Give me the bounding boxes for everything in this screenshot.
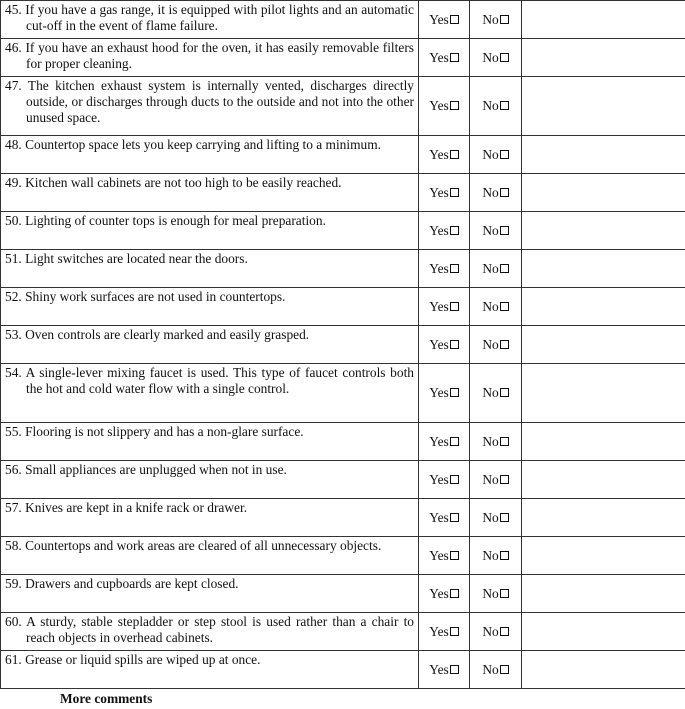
- no-label: No: [482, 585, 499, 601]
- yes-label: Yes: [429, 661, 449, 677]
- checklist-row: [1, 423, 685, 461]
- checklist-row: [1, 651, 685, 689]
- yes-checkbox-icon[interactable]: [450, 665, 459, 674]
- yes-label: Yes: [429, 260, 449, 276]
- yes-option[interactable]: [419, 499, 470, 537]
- comment-cell[interactable]: [522, 1, 685, 39]
- yes-option[interactable]: [419, 326, 470, 364]
- checklist-row: [1, 461, 685, 499]
- no-label: No: [482, 298, 499, 314]
- comment-cell[interactable]: [522, 423, 685, 461]
- checklist-row: [1, 575, 685, 613]
- no-option[interactable]: [470, 364, 522, 423]
- yes-label: Yes: [429, 98, 449, 114]
- comment-cell[interactable]: [522, 461, 685, 499]
- yes-checkbox-icon[interactable]: [450, 513, 459, 522]
- no-checkbox-icon[interactable]: [500, 627, 509, 636]
- comment-cell[interactable]: [522, 250, 685, 288]
- yes-option[interactable]: [419, 613, 470, 651]
- no-checkbox-icon[interactable]: [500, 388, 509, 397]
- no-option[interactable]: [470, 423, 522, 461]
- question-text: 58. Countertops and work areas are cleared of all unnecessary objects.: [5, 538, 382, 553]
- yes-option[interactable]: [419, 39, 470, 77]
- question-cell: [1, 39, 419, 77]
- no-option[interactable]: [470, 39, 522, 77]
- question-text: 56. Small appliances are unplugged when not in use.: [5, 462, 287, 477]
- no-checkbox-icon[interactable]: [500, 513, 509, 522]
- yes-checkbox-icon[interactable]: [450, 101, 459, 110]
- no-label: No: [482, 184, 499, 200]
- yes-checkbox-icon[interactable]: [450, 150, 459, 159]
- question-cell: [1, 136, 419, 174]
- no-option[interactable]: [470, 288, 522, 326]
- yes-label: Yes: [429, 547, 449, 563]
- no-label: No: [482, 385, 499, 401]
- no-label: No: [482, 98, 499, 114]
- yes-checkbox-icon[interactable]: [450, 53, 459, 62]
- no-label: No: [482, 471, 499, 487]
- question-cell: [1, 613, 419, 651]
- no-option[interactable]: [470, 461, 522, 499]
- no-checkbox-icon[interactable]: [500, 150, 509, 159]
- yes-checkbox-icon[interactable]: [450, 437, 459, 446]
- comment-cell[interactable]: [522, 364, 685, 423]
- no-label: No: [482, 547, 499, 563]
- question-cell: [1, 77, 419, 136]
- comment-cell[interactable]: [522, 575, 685, 613]
- yes-checkbox-icon[interactable]: [450, 226, 459, 235]
- yes-label: Yes: [429, 11, 449, 27]
- no-checkbox-icon[interactable]: [500, 188, 509, 197]
- question-text: 47. The kitchen exhaust system is internally vented, discharges directly outside, or discharges through ducts to the outside and not into the other unused space.: [5, 78, 414, 125]
- question-cell: [1, 364, 419, 423]
- yes-option[interactable]: [419, 461, 470, 499]
- no-option[interactable]: [470, 136, 522, 174]
- question-cell: [1, 1, 419, 39]
- checklist-row: [1, 212, 685, 250]
- no-checkbox-icon[interactable]: [500, 101, 509, 110]
- no-label: No: [482, 146, 499, 162]
- comment-cell[interactable]: [522, 651, 685, 689]
- yes-label: Yes: [429, 585, 449, 601]
- question-cell: [1, 174, 419, 212]
- no-option[interactable]: [470, 77, 522, 136]
- no-label: No: [482, 260, 499, 276]
- no-checkbox-icon[interactable]: [500, 665, 509, 674]
- comment-cell[interactable]: [522, 613, 685, 651]
- no-option[interactable]: [470, 499, 522, 537]
- question-cell: [1, 288, 419, 326]
- yes-checkbox-icon[interactable]: [450, 589, 459, 598]
- comment-cell[interactable]: [522, 136, 685, 174]
- comment-cell[interactable]: [522, 77, 685, 136]
- no-checkbox-icon[interactable]: [500, 551, 509, 560]
- comment-cell[interactable]: [522, 174, 685, 212]
- question-cell: [1, 326, 419, 364]
- checklist-row: [1, 250, 685, 288]
- question-text: 46. If you have an exhaust hood for the oven, it has easily removable filters for proper cleaning.: [5, 40, 414, 71]
- question-text: 55. Flooring is not slippery and has a non-glare surface.: [5, 424, 304, 439]
- yes-checkbox-icon[interactable]: [450, 302, 459, 311]
- no-label: No: [482, 509, 499, 525]
- no-label: No: [482, 11, 499, 27]
- question-cell: [1, 575, 419, 613]
- more-comments-label: More comments: [60, 691, 153, 706]
- question-text: 57. Knives are kept in a knife rack or drawer.: [5, 500, 248, 515]
- yes-checkbox-icon[interactable]: [450, 188, 459, 197]
- comment-cell[interactable]: [522, 39, 685, 77]
- no-option[interactable]: [470, 326, 522, 364]
- yes-option[interactable]: [419, 212, 470, 250]
- comment-cell[interactable]: [522, 499, 685, 537]
- yes-option[interactable]: [419, 575, 470, 613]
- yes-option[interactable]: [419, 537, 470, 575]
- no-checkbox-icon[interactable]: [500, 340, 509, 349]
- checklist-row: [1, 136, 685, 174]
- yes-option[interactable]: [419, 250, 470, 288]
- no-checkbox-icon[interactable]: [500, 15, 509, 24]
- yes-checkbox-icon[interactable]: [450, 340, 459, 349]
- no-checkbox-icon[interactable]: [500, 475, 509, 484]
- checklist-row: [1, 174, 685, 212]
- no-option[interactable]: [470, 174, 522, 212]
- checklist-row: [1, 1, 685, 39]
- no-option[interactable]: [470, 250, 522, 288]
- yes-label: Yes: [429, 146, 449, 162]
- yes-label: Yes: [429, 433, 449, 449]
- no-option[interactable]: [470, 212, 522, 250]
- checklist-row: [1, 77, 685, 136]
- no-option[interactable]: [470, 613, 522, 651]
- yes-label: Yes: [429, 49, 449, 65]
- yes-label: Yes: [429, 298, 449, 314]
- question-text: 61. Grease or liquid spills are wiped up at once.: [5, 652, 261, 667]
- yes-checkbox-icon[interactable]: [450, 627, 459, 636]
- question-text: 50. Lighting of counter tops is enough for meal preparation.: [5, 213, 326, 228]
- no-option[interactable]: [470, 537, 522, 575]
- question-text: 60. A sturdy, stable stepladder or step stool is used rather than a chair to reach objects in overhead cabinets.: [5, 614, 414, 645]
- yes-label: Yes: [429, 184, 449, 200]
- yes-label: Yes: [429, 336, 449, 352]
- question-text: 48. Countertop space lets you keep carrying and lifting to a minimum.: [5, 137, 381, 152]
- comment-cell[interactable]: [522, 212, 685, 250]
- question-cell: [1, 250, 419, 288]
- no-option[interactable]: [470, 651, 522, 689]
- question-cell: [1, 499, 419, 537]
- checklist-row: [1, 364, 685, 423]
- no-label: No: [482, 623, 499, 639]
- comment-cell[interactable]: [522, 288, 685, 326]
- question-text: 49. Kitchen wall cabinets are not too high to be easily reached.: [5, 175, 342, 190]
- yes-option[interactable]: [419, 651, 470, 689]
- checklist-row: [1, 326, 685, 364]
- no-checkbox-icon[interactable]: [500, 53, 509, 62]
- checklist-row: [1, 613, 685, 651]
- yes-checkbox-icon[interactable]: [450, 15, 459, 24]
- no-checkbox-icon[interactable]: [500, 589, 509, 598]
- yes-option[interactable]: [419, 136, 470, 174]
- yes-option[interactable]: [419, 174, 470, 212]
- yes-option[interactable]: [419, 288, 470, 326]
- comment-cell[interactable]: [522, 326, 685, 364]
- no-label: No: [482, 661, 499, 677]
- yes-label: Yes: [429, 623, 449, 639]
- yes-label: Yes: [429, 385, 449, 401]
- no-checkbox-icon[interactable]: [500, 437, 509, 446]
- no-label: No: [482, 222, 499, 238]
- yes-checkbox-icon[interactable]: [450, 475, 459, 484]
- yes-label: Yes: [429, 222, 449, 238]
- yes-checkbox-icon[interactable]: [450, 264, 459, 273]
- question-text: 45. If you have a gas range, it is equipped with pilot lights and an automatic cut-off in the event of flame failure.: [5, 2, 414, 33]
- question-cell: [1, 212, 419, 250]
- yes-option[interactable]: [419, 423, 470, 461]
- no-label: No: [482, 49, 499, 65]
- no-option[interactable]: [470, 575, 522, 613]
- yes-option[interactable]: [419, 1, 470, 39]
- question-cell: [1, 423, 419, 461]
- checklist-row: [1, 288, 685, 326]
- yes-option[interactable]: [419, 77, 470, 136]
- yes-label: Yes: [429, 509, 449, 525]
- question-cell: [1, 537, 419, 575]
- question-text: 59. Drawers and cupboards are kept closed.: [5, 576, 239, 591]
- question-text: 54. A single-lever mixing faucet is used. This type of faucet controls both the hot and cold water flow with a single control.: [5, 365, 414, 396]
- question-text: 51. Light switches are located near the doors.: [5, 251, 248, 266]
- yes-checkbox-icon[interactable]: [450, 551, 459, 560]
- checklist-row: [1, 537, 685, 575]
- no-checkbox-icon[interactable]: [500, 302, 509, 311]
- no-checkbox-icon[interactable]: [500, 226, 509, 235]
- checklist-row: [1, 39, 685, 77]
- question-cell: [1, 651, 419, 689]
- yes-option[interactable]: [419, 364, 470, 423]
- no-label: No: [482, 336, 499, 352]
- comment-cell[interactable]: [522, 537, 685, 575]
- question-text: 52. Shiny work surfaces are not used in countertops.: [5, 289, 286, 304]
- checklist-row: [1, 499, 685, 537]
- question-text: 53. Oven controls are clearly marked and easily grasped.: [5, 327, 310, 342]
- yes-checkbox-icon[interactable]: [450, 388, 459, 397]
- yes-label: Yes: [429, 471, 449, 487]
- no-label: No: [482, 433, 499, 449]
- no-checkbox-icon[interactable]: [500, 264, 509, 273]
- no-option[interactable]: [470, 1, 522, 39]
- question-cell: [1, 461, 419, 499]
